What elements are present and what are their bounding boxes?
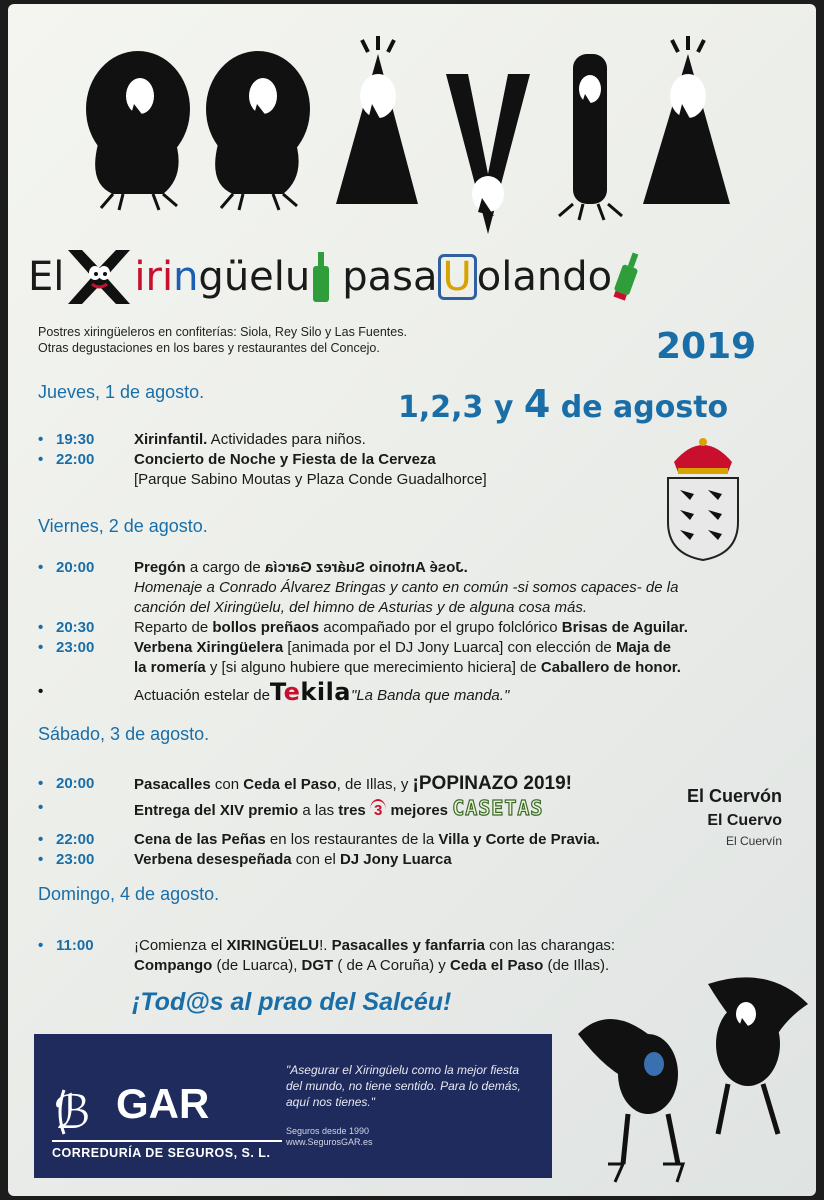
event-highlight: Brisas de Aguilar.: [561, 619, 688, 636]
event-desc: Actividades para niños.: [207, 431, 366, 448]
year: 2019: [656, 326, 757, 367]
band-logo-t: T: [269, 678, 284, 706]
sponsor-subtitle: CORREDURÍA DE SEGUROS, S. L.: [52, 1146, 271, 1160]
event-title: Verbena desespeñada: [134, 851, 292, 868]
event-highlight: Caballero de honor.: [540, 659, 681, 676]
event-time: 20:00: [56, 775, 95, 792]
cuervon-line-1: El Cuervón: [686, 786, 782, 806]
event-time: 11:00: [56, 937, 94, 954]
event-desc: con el: [291, 851, 340, 868]
event-desc: en los restaurantes de la: [265, 831, 439, 848]
band-logo-e: e: [283, 678, 301, 706]
event-title: Entrega del XIV premio: [134, 802, 299, 819]
sponsor-quote: "Asegurar el Xiringüelu como la mejor fiesta del mundo, no tiene sentido. Para lo demás, aquí nos tienes.": [286, 1063, 521, 1109]
subtitle-iri: iri: [134, 254, 174, 300]
crow-v-icon: [446, 74, 530, 234]
subtitle-guelu: güelu: [198, 254, 311, 300]
subtitle-v: U: [438, 254, 477, 300]
subtitle-olando: olando: [476, 254, 613, 300]
bullet: •: [38, 937, 44, 954]
event-highlight: la romería: [134, 659, 206, 676]
event-highlight: Villa y Corte de Pravia.: [438, 831, 600, 848]
event-time: 20:30: [56, 619, 95, 636]
event-highlight: bollos preñaos: [212, 619, 320, 636]
event-desc: (de Illas).: [543, 957, 610, 974]
event-desc: acompañado por el grupo folclórico: [319, 619, 562, 636]
band-quote: "La Banda que manda.": [351, 687, 510, 704]
event-desc: Actuación estelar de: [134, 687, 270, 704]
event-highlight: XIRINGÜELU: [226, 937, 320, 954]
dancing-crows-icon: [568, 964, 816, 1192]
intro-text: [38, 324, 598, 356]
crow-r-icon: [206, 51, 310, 210]
dates-big: 4: [523, 382, 551, 426]
event-desc: , de Illas, y: [336, 776, 413, 793]
event-highlight: Ceda el Paso: [449, 957, 544, 974]
cuervon-line-3: El Cuervín: [725, 834, 782, 848]
event-title: Xirinfantil.: [134, 431, 208, 448]
event-highlight: tres: [338, 802, 366, 819]
event-desc: [animada por el DJ Jony Luarca] con elección de: [283, 639, 616, 656]
event-desc: !.: [319, 937, 332, 954]
event-title: Concierto de Noche y Fiesta de la Cerveza: [134, 451, 436, 468]
event-desc: ( de A Coruña) y: [333, 957, 450, 974]
event-title: Pasacalles: [134, 776, 211, 793]
event-time: 20:00: [56, 559, 95, 576]
event-time: 19:30: [56, 431, 95, 448]
intro-line-2: Otras degustaciones en los bares y restaurantes del Concejo.: [38, 341, 380, 355]
event-desc: ¡Comienza el: [134, 937, 227, 954]
poster-subtitle: [28, 242, 808, 312]
event-desc: con las charangas:: [485, 937, 616, 954]
event-title: Verbena Xiringüelera: [134, 639, 284, 656]
event-highlight: mejores: [390, 802, 449, 819]
casetas-logo: CASETAS: [452, 796, 544, 820]
dates-prefix: 1,2,3 y: [398, 390, 524, 425]
event-desc: con: [210, 776, 244, 793]
event-time: 22:00: [56, 831, 95, 848]
crow-a-icon: [336, 36, 418, 204]
sponsor-divider: [52, 1140, 282, 1142]
event-desc: a cargo de: [185, 559, 265, 576]
sponsor-since: [286, 1126, 373, 1148]
event-line-3: canción del Xiringüelu, del himno de Asturias y de alguna cosa más.: [134, 599, 588, 616]
event-desc: (de Luarca),: [212, 957, 302, 974]
event-time: 23:00: [56, 639, 95, 656]
bullet: •: [38, 451, 44, 468]
saturday-heading: Sábado, 3 de agosto.: [38, 724, 210, 744]
event-desc: a las: [298, 802, 339, 819]
bullet: •: [38, 559, 44, 576]
cuervon-line-2: El Cuervo: [707, 812, 782, 829]
event-highlight: Maja de: [615, 639, 671, 656]
event-highlight: DJ Jony Luarca: [339, 851, 452, 868]
event-time: 22:00: [56, 451, 95, 468]
circled-number: 3: [370, 799, 386, 821]
band-logo-kila: kila: [300, 678, 351, 706]
x-crow-icon: [64, 246, 134, 308]
event-highlight: Ceda el Paso: [243, 776, 337, 793]
event-location: [Parque Sabino Moutas y Plaza Conde Guadalhorce]: [134, 471, 487, 488]
intro-line-1: Postres xiringüeleros en confiterías: Siola, Rey Silo y Las Fuentes.: [38, 325, 407, 339]
sunday-heading: Domingo, 4 de agosto.: [38, 884, 220, 904]
bullet: •: [38, 683, 44, 700]
sponsor-name: GAR: [116, 1080, 210, 1127]
bullet: •: [38, 851, 44, 868]
bullet: •: [38, 619, 44, 636]
event-title: Pregón: [134, 559, 186, 576]
gar-logo-icon: [52, 1084, 106, 1138]
thursday-heading: Jueves, 1 de agosto.: [38, 382, 205, 402]
event-highlight: Pasacalles y fanfarria: [331, 937, 486, 954]
pravia-crow-title: [68, 34, 768, 244]
crow-a2-icon: [643, 36, 730, 204]
event-desc: Reparto de: [134, 619, 213, 636]
subtitle-n: n: [173, 254, 199, 300]
svg-text:ℬ: ℬ: [54, 1085, 91, 1138]
event-desc: y [si alguno hubiere que merecimiento hiciera] de: [205, 659, 541, 676]
subtitle-el: El: [28, 254, 65, 300]
slogan: ¡Tod@s al prao del Salcéu!: [132, 988, 452, 1016]
bullet: •: [38, 799, 44, 816]
bullet: •: [38, 831, 44, 848]
event-title: Cena de las Peñas: [134, 831, 266, 848]
mirrored-name: José Antonio Suárez García: [264, 559, 464, 576]
dates-suffix: de agosto: [550, 390, 729, 425]
sponsor-gar-box: [34, 1034, 552, 1178]
bullet: •: [38, 775, 44, 792]
subtitle-pasa: pasa: [342, 254, 438, 300]
event-line-2: Homenaje a Conrado Álvarez Bringas y canto en común -si somos capaces- de la: [134, 579, 679, 596]
friday-heading: Viernes, 2 de agosto.: [38, 516, 208, 536]
poster: El iri n güelu pasa U olando Postres xiringüeleros en confiterías: Siola, Rey Silo y Las Fuentes. Otras degustaciones en los bares y restaurantes del Concejo. 2019 1,2,3 y 4 de agosto Jueves, 1 de agosto. • 19:30 Xirinfantil. Actividades para niños. • 22:00 Concierto de Noche y Fiesta de la Cerveza [Parque Sabino Moutas y Plaza Conde Guadalhorce] Viernes, 2 de agosto. • 20:00 Pregón a cargo de José Antonio Suárez García. Homenaje a Conrado Álvarez Bringas y canto en común -si somos capaces- de la canción del Xiringüelu, del himno de Asturias y de alguna cosa más. • 20:30 Reparto de bollos preñaos acompañado por el grupo folclórico Brisas de Aguilar. • 23:00 Verbena Xiringüelera [animada por el DJ Jony Luarca] con elección de Maja de la romería y [si alguno hubiere que merecimiento hiciera] de Caballero de honor. • Actuación estelar deTekila"La Banda que manda." Sábado, 3 de agosto. • 20:00 Pasacalles con Ceda el Paso, de Illas, y ¡POPINAZO 2019! • Entrega del XIV premio a las tres 3 mejores CASETAS • 22:00 Cena de las Peñas en los restaurantes de la Villa y Corte de Pravia. • 23:00 Verbena desespeñada con el DJ Jony Luarca El Cuervón El Cuervo El Cuervín Domingo, 4 de agosto. • 11:00 ¡Comienza el XIRINGÜELU!. Pasacalles y fanfarria con las charangas: Compango (de Luarca), DGT ( de A Coruña) y Ceda el Paso (de Illas). ¡Tod@s al prao del Salcéu! ℬ GAR CORREDURÍA DE SEGUROS, S. L. "Asegurar el Xiringüelu como la mejor fiesta del mundo, no tiene sentido. Para lo demás, aquí nos tienes." Seguros desde 1990 www.SegurosGAR.es: [8, 4, 816, 1196]
crow-p1-icon: [86, 51, 190, 210]
cider-bottle-tilted-icon: [608, 250, 646, 305]
crow-i-icon: [559, 54, 622, 220]
band-logo: [270, 678, 351, 706]
event-time: 23:00: [56, 851, 95, 868]
bullet: •: [38, 431, 44, 448]
popinazo: ¡POPINAZO 2019!: [412, 773, 572, 794]
event-highlight: DGT: [301, 957, 334, 974]
sponsor-since-text: Seguros desde 1990: [286, 1126, 370, 1136]
bullet: •: [38, 639, 44, 656]
festival-dates: [398, 382, 728, 426]
cider-bottle-icon: [310, 252, 332, 302]
sponsor-web: www.SegurosGAR.es: [286, 1137, 373, 1147]
event-highlight: Compango: [134, 957, 213, 974]
